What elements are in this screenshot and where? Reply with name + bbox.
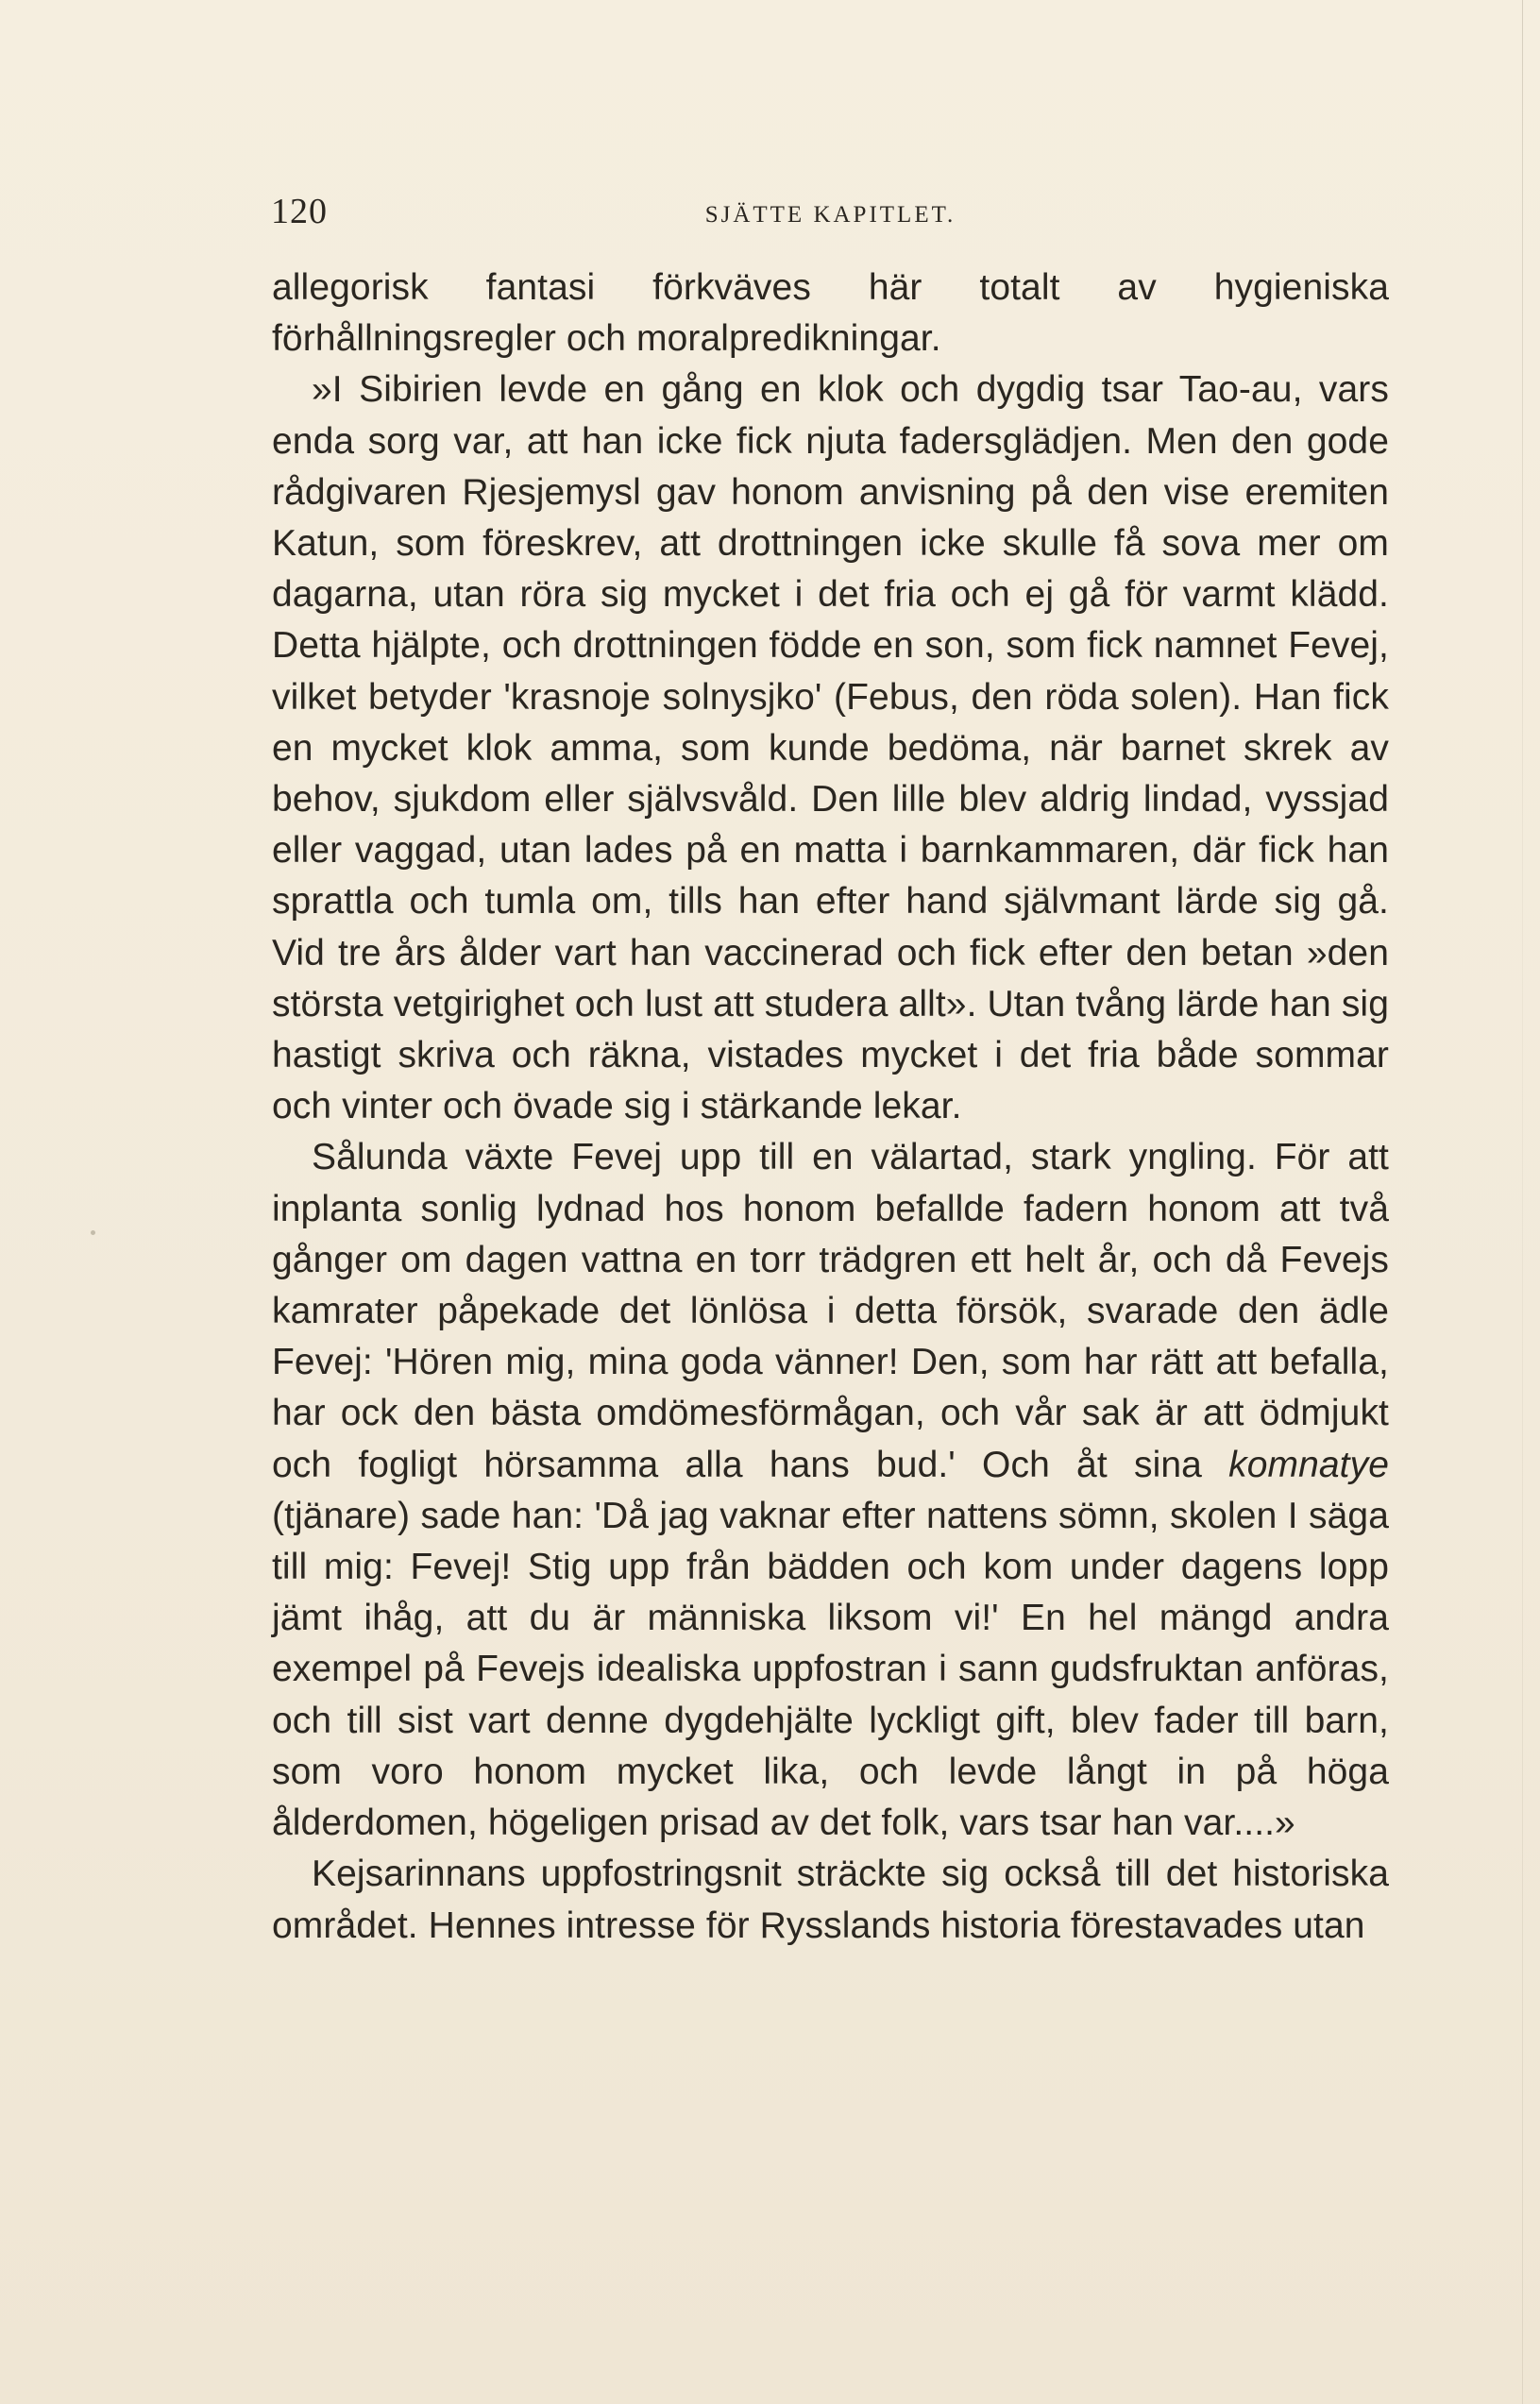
- body-text: [272, 262, 1389, 1952]
- page-header: [271, 191, 1390, 238]
- italic-word: komnatye: [1228, 1444, 1389, 1485]
- page-number: 120: [271, 192, 328, 231]
- paragraph-4: Kejsarinnans uppfostringsnit sträckte sig också till det historiska området. Hennes intresse för Rysslands historia förestavades utan: [272, 1854, 1389, 1946]
- paragraph-3: [272, 1132, 1389, 1849]
- running-head: SJÄTTE KAPITLET.: [704, 202, 956, 228]
- paragraph-1: allegorisk fantasi förkväves här totalt av hygieniska förhållningsregler och moralpredikningar.: [272, 267, 1389, 360]
- page-edge-line: [1522, 0, 1523, 2404]
- paragraph-3-part-1: Sålunda växte Fevej upp till en välartad, stark yngling. För att inplanta sonlig lydnad hos honom befallde fadern honom att två gånger om dagen vattna en torr trädgren ett helt år, och då Fevejs kamrater påpekade det lönlösa i detta försök, svarade den ädle Fevej: 'Hören mig, mina goda vänner! Den, som har rätt att befalla, har ock den bästa omdömesförmågan, och vår sak är att ödmjukt och fogligt hörsamma alla hans bud.' Och åt sina: [272, 1137, 1389, 1485]
- paragraph-3-part-2: (tjänare) sade han: 'Då jag vaknar efter nattens sömn, skolen I säga till mig: Fevej! Stig upp från bädden och kom under dagens lopp jämt ihåg, att du är människa liksom vi!' En hel mängd andra exempel på Fevejs idealiska uppfostran i sann gudsfruktan anföras, och till sist vart denne dygdehjälte lyckligt gift, blev fader till barn, som voro honom mycket lika, och levde långt in på höga ålderdomen, högeligen prisad av det folk, vars tsar han var....»: [272, 1495, 1389, 1844]
- paper-speck: [91, 1230, 95, 1235]
- paragraph-2: »I Sibirien levde en gång en klok och dygdig tsar Tao-au, vars enda sorg var, att han icke fick njuta fadersglädjen. Men den gode rådgivaren Rjesjemysl gav honom anvisning på den vise eremiten Katun, som föreskrev, att drottningen icke skulle få sova mer om dagarna, utan röra sig mycket i det fria och ej gå för varmt klädd. Detta hjälpte, och drottningen födde en son, som fick namnet Fevej, vilket betyder 'krasnoje solnysjko' (Febus, den röda solen). Han fick en mycket klok amma, som kunde bedöma, när barnet skrek av behov, sjukdom eller självsvåld. Den lille blev aldrig lindad, vyssjad eller vaggad, utan lades på en matta i barnkammaren, där fick han sprattla och tumla om, tills han efter hand självmant lärde sig gå. Vid tre års ålder vart han vaccinerad och fick efter den betan »den största vetgirighet och lust att studera allt». Utan tvång lärde han sig hastigt skriva och räkna, vistades mycket i det fria både sommar och vinter och övade sig i stärkande lekar.: [272, 369, 1389, 1127]
